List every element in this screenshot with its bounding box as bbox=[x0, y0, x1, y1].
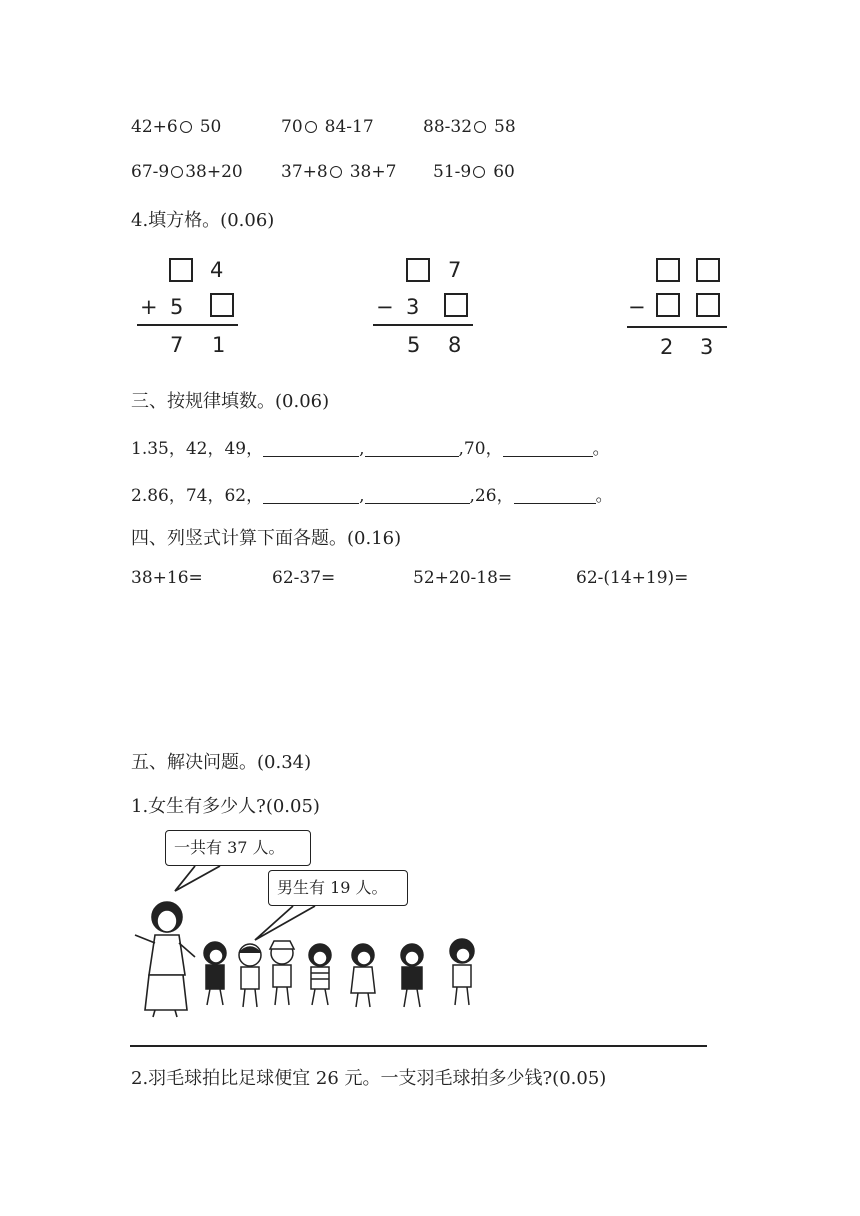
child-figure bbox=[239, 944, 261, 1007]
answer-box[interactable] bbox=[696, 293, 720, 317]
answer-blank[interactable] bbox=[263, 487, 359, 504]
top-digit: 4 bbox=[210, 258, 224, 282]
result-digit: 3 bbox=[700, 335, 714, 359]
minus-sign: − bbox=[376, 295, 394, 319]
answer-blank[interactable] bbox=[514, 487, 596, 504]
child-figure bbox=[270, 941, 294, 1005]
child-figure bbox=[450, 939, 474, 1005]
answer-box[interactable] bbox=[696, 258, 720, 282]
answer-box[interactable] bbox=[444, 293, 468, 317]
answer-blank[interactable] bbox=[365, 487, 470, 504]
answer-line[interactable] bbox=[130, 1045, 707, 1047]
answer-box[interactable] bbox=[656, 293, 680, 317]
sequence-line-1: 1.35，42，49， , ,70， 。 bbox=[131, 439, 610, 459]
answer-blank[interactable] bbox=[365, 440, 459, 457]
result-digit: 5 bbox=[407, 333, 421, 357]
mid-digit: 5 bbox=[170, 295, 184, 319]
result-digit: 2 bbox=[660, 335, 674, 359]
compare-item: 67-9 38+20 bbox=[131, 162, 243, 182]
calc-item: 52+20-18= bbox=[413, 568, 513, 588]
sequence-line-2: 2.86，74，62， , ,26， 。 bbox=[131, 486, 613, 506]
section-4-title: 四、列竖式计算下面各题。(0.16) bbox=[131, 528, 402, 549]
minus-sign: − bbox=[628, 295, 646, 319]
child-figure bbox=[351, 944, 375, 1007]
mid-digit: 3 bbox=[406, 295, 420, 319]
result-digit: 8 bbox=[448, 333, 462, 357]
compare-circle[interactable] bbox=[180, 121, 192, 133]
answer-box[interactable] bbox=[169, 258, 193, 282]
compare-circle[interactable] bbox=[305, 121, 317, 133]
difference-line bbox=[373, 324, 473, 326]
plus-sign: + bbox=[140, 295, 158, 319]
compare-item: 42+6 50 bbox=[131, 117, 222, 137]
answer-blank[interactable] bbox=[503, 440, 593, 457]
answer-box[interactable] bbox=[656, 258, 680, 282]
child-figure bbox=[204, 942, 226, 1005]
answer-box[interactable] bbox=[406, 258, 430, 282]
compare-row-2 bbox=[131, 162, 515, 182]
child-figure bbox=[401, 944, 423, 1007]
compare-item: 70 84-17 bbox=[281, 117, 374, 137]
children-illustration bbox=[125, 825, 495, 1020]
child-figure bbox=[309, 944, 331, 1005]
compare-item: 88-32 58 bbox=[423, 117, 516, 137]
calc-item: 38+16= bbox=[131, 568, 203, 588]
compare-circle[interactable] bbox=[171, 166, 183, 178]
result-digit: 7 bbox=[170, 333, 184, 357]
compare-item: 51-9 60 bbox=[433, 162, 515, 182]
compare-circle[interactable] bbox=[474, 121, 486, 133]
compare-circle[interactable] bbox=[330, 166, 342, 178]
sum-line bbox=[137, 324, 238, 326]
compare-row-1 bbox=[131, 117, 516, 137]
top-digit: 7 bbox=[448, 258, 462, 282]
teacher-figure bbox=[135, 902, 195, 1017]
calc-item: 62-(14+19)= bbox=[576, 568, 689, 588]
difference-line bbox=[627, 326, 727, 328]
answer-blank[interactable] bbox=[263, 440, 359, 457]
speech-bubble-boys: 男生有 19 人。 bbox=[268, 870, 408, 906]
compare-circle[interactable] bbox=[473, 166, 485, 178]
calc-item: 62-37= bbox=[272, 568, 336, 588]
speech-bubble-total: 一共有 37 人。 bbox=[165, 830, 311, 866]
compare-item: 37+8 38+7 bbox=[281, 162, 397, 182]
answer-box[interactable] bbox=[210, 293, 234, 317]
section-3-title: 三、按规律填数。(0.06) bbox=[131, 391, 330, 412]
problem-2-question: 2.羽毛球拍比足球便宜 26 元。一支羽毛球拍多少钱?(0.05) bbox=[131, 1068, 607, 1089]
section-5-title: 五、解决问题。(0.34) bbox=[131, 752, 312, 773]
problem-1-question: 1.女生有多少人?(0.05) bbox=[131, 796, 320, 817]
q4-title: 4.填方格。(0.06) bbox=[131, 210, 275, 231]
result-digit: 1 bbox=[212, 333, 226, 357]
